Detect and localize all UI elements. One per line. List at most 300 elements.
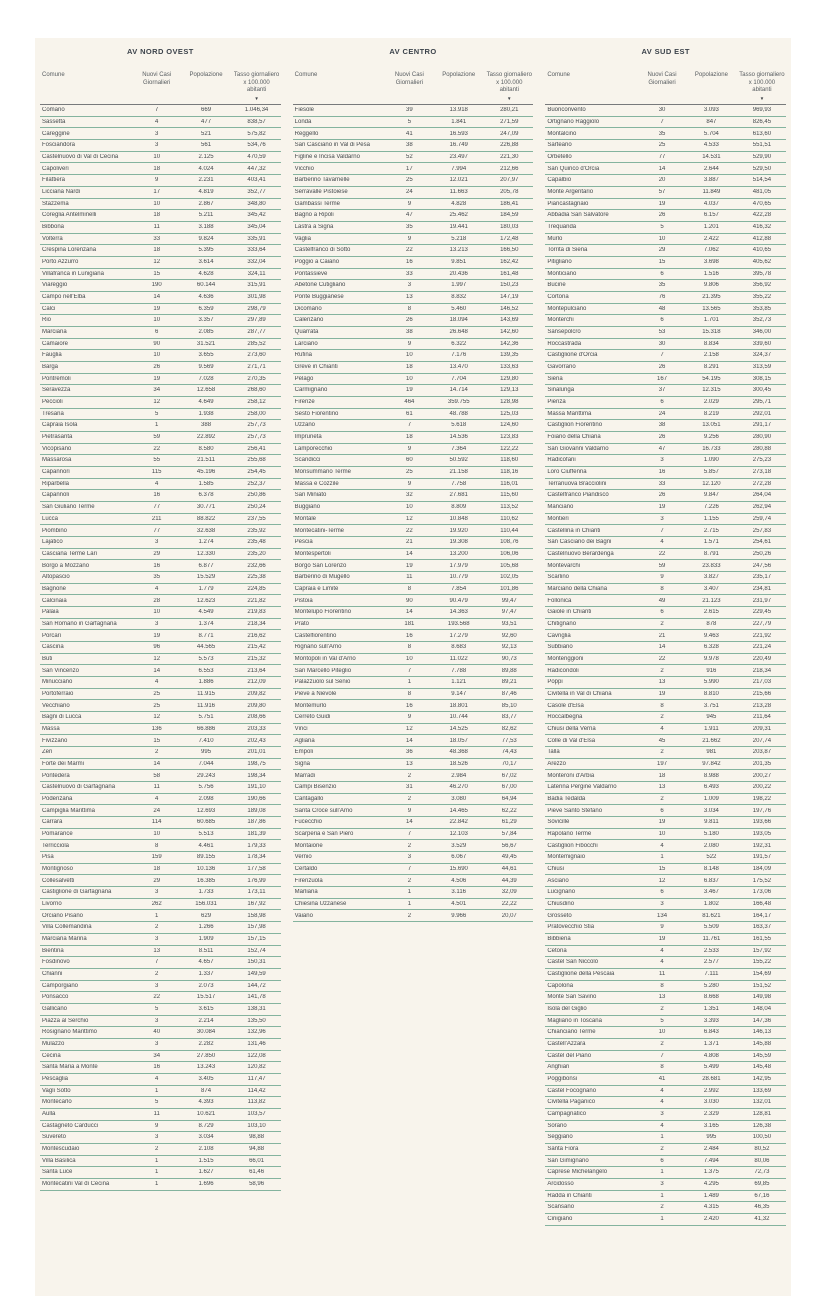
header-popolazione[interactable]: Popolazione	[442, 72, 476, 78]
comune-cell: Cantagallo	[294, 795, 324, 802]
comune-cell: Monteroni d'Arbia	[547, 772, 595, 779]
nuovi-casi-cell: 77	[658, 154, 666, 160]
popolazione-cell: 16.749	[449, 142, 468, 149]
table-row	[545, 362, 786, 374]
tasso-cell: 231,97	[752, 597, 772, 604]
comune-cell: Massa	[42, 725, 60, 732]
comune-cell: Cinigiano	[547, 1216, 573, 1223]
tasso-cell: 270,35	[247, 375, 266, 382]
popolazione-cell: 12.658	[196, 387, 216, 394]
tasso-cell: 126,38	[752, 1122, 772, 1129]
tasso-cell: 85,10	[501, 702, 517, 709]
comune-cell: Serravalle Pistoiese	[294, 189, 348, 196]
popolazione-cell: 8.988	[703, 772, 719, 779]
nuovi-casi-cell: 197	[657, 760, 668, 767]
comune-cell: Buti	[42, 655, 53, 662]
tasso-cell: 178,34	[247, 854, 266, 861]
popolazione-cell: 2.214	[198, 1017, 214, 1024]
table-row	[545, 689, 786, 701]
nuovi-casi-cell: 2	[660, 1204, 664, 1211]
nuovi-casi-cell: 30	[658, 107, 666, 114]
comune-cell: Sinalunga	[547, 387, 575, 394]
nuovi-casi-cell: 4	[660, 1122, 664, 1129]
table-row	[545, 385, 786, 397]
tasso-cell: 250,86	[247, 492, 266, 499]
nuovi-casi-cell: 36	[406, 749, 413, 756]
nuovi-casi-cell: 4	[155, 679, 159, 686]
nuovi-casi-cell: 4	[660, 947, 664, 954]
tasso-cell: 192,31	[752, 842, 772, 849]
nuovi-casi-cell: 1	[407, 679, 412, 686]
table-row	[545, 1109, 786, 1121]
nuovi-casi-cell: 37	[658, 387, 666, 394]
header-tasso[interactable]	[233, 72, 281, 101]
popolazione-cell: 874	[201, 1087, 212, 1094]
tasso-cell: 149,59	[247, 971, 266, 978]
nuovi-casi-cell: 59	[153, 434, 161, 441]
comune-cell: Cetona	[547, 947, 567, 954]
table-row	[40, 700, 281, 712]
popolazione-cell: 5.395	[198, 247, 214, 254]
table-row	[40, 910, 281, 922]
comune-cell: Vecchiano	[42, 702, 70, 709]
popolazione-cell: 3.615	[198, 1006, 214, 1013]
table-row	[545, 794, 786, 806]
tasso-cell: 150,23	[500, 282, 519, 289]
comune-cell: Castelfranco Piandiscò	[547, 492, 609, 499]
table-row	[40, 1051, 281, 1063]
popolazione-cell: 2.992	[703, 1087, 719, 1094]
nuovi-casi-cell: 2	[660, 667, 664, 674]
comune-cell: Massarosa	[42, 457, 72, 464]
table-row	[545, 163, 786, 175]
table-row	[545, 619, 786, 631]
table-row	[40, 595, 281, 607]
comune-cell: Bucine	[547, 282, 566, 289]
table-row	[293, 735, 534, 747]
header-nuovi-casi[interactable]: Nuovi Casi Giornalieri	[647, 72, 677, 86]
nuovi-casi-cell: 16	[406, 632, 413, 639]
nuovi-casi-cell: 12	[406, 515, 413, 522]
comune-cell: Calcinaia	[42, 597, 67, 604]
table-row	[40, 630, 281, 642]
popolazione-cell: 14.714	[449, 387, 468, 394]
comune-cell: San Giovanni Valdarno	[547, 445, 609, 452]
tasso-cell: 142,60	[500, 329, 519, 336]
table-row	[40, 747, 281, 759]
tasso-cell: 447,32	[247, 165, 266, 172]
popolazione-cell: 44.565	[196, 644, 216, 651]
popolazione-cell: 48.368	[449, 749, 468, 756]
comune-cell: Casole d'Elsa	[547, 702, 584, 709]
tasso-cell: 217,03	[752, 679, 772, 686]
nuovi-casi-cell: 13	[658, 784, 666, 791]
table-header-row	[293, 72, 534, 105]
popolazione-cell: 3.034	[703, 807, 719, 814]
popolazione-cell: 28.681	[702, 1076, 721, 1083]
comune-cell: Capraia e Limite	[294, 585, 339, 592]
tasso-cell: 67,16	[754, 1192, 770, 1199]
nuovi-casi-cell: 7	[660, 1052, 664, 1059]
tasso-cell: 209,80	[247, 702, 266, 709]
nuovi-casi-cell: 58	[153, 772, 161, 779]
tasso-cell: 257,73	[247, 434, 266, 441]
comune-cell: Abbadia San Salvatore	[547, 212, 609, 219]
comune-cell: San Giuliano Terme	[42, 504, 95, 511]
comune-cell: Rignano sull'Arno	[294, 644, 342, 651]
popolazione-cell: 1.909	[198, 936, 214, 943]
tasso-cell: 142,95	[752, 1076, 772, 1083]
table-row	[545, 724, 786, 736]
tasso-cell: 470,65	[752, 200, 772, 207]
nuovi-casi-cell: 16	[406, 702, 413, 709]
comune-cell: Palaia	[42, 609, 59, 616]
comune-cell: Murlo	[547, 235, 563, 242]
table-row	[293, 327, 534, 339]
nuovi-casi-cell: 4	[155, 118, 159, 125]
popolazione-cell: 11.916	[197, 702, 215, 709]
tasso-cell: 89,88	[501, 667, 517, 674]
table-row	[545, 957, 786, 969]
table-row	[40, 327, 281, 339]
table-row	[40, 782, 281, 794]
comune-cell: Sansepolcro	[547, 329, 581, 336]
comune-cell: Fiesole	[294, 107, 315, 114]
nuovi-casi-cell: 8	[407, 644, 412, 651]
popolazione-cell: 847	[706, 118, 717, 125]
nuovi-casi-cell: 3	[155, 1134, 159, 1141]
popolazione-cell: 14.531	[702, 154, 721, 160]
table-row	[40, 829, 281, 841]
comune-cell: Cavriglia	[547, 632, 571, 639]
popolazione-cell: 2.422	[703, 235, 719, 242]
popolazione-cell: 48.788	[449, 410, 468, 417]
comune-cell: Impruneta	[294, 434, 322, 441]
comune-cell: Fucecchio	[294, 819, 323, 826]
tasso-cell: 412,88	[752, 235, 772, 242]
comune-cell: Barga	[42, 364, 59, 371]
popolazione-cell: 19.920	[449, 527, 468, 534]
nuovi-casi-cell: 10	[153, 317, 161, 324]
popolazione-cell: 22.842	[449, 819, 468, 826]
table-row	[545, 1214, 786, 1226]
tasso-cell: 235,48	[247, 539, 266, 546]
comune-cell: Borgo San Lorenzo	[294, 562, 347, 569]
table-row	[545, 549, 786, 561]
comune-cell: Grosseto	[547, 912, 572, 919]
comune-cell: Scarperia e San Piero	[294, 830, 354, 837]
popolazione-cell: 31.521	[196, 340, 216, 347]
tasso-cell: 348,80	[247, 200, 266, 207]
popolazione-cell: 3.034	[198, 1134, 214, 1141]
sort-descending-icon[interactable]: ▼	[254, 95, 259, 101]
popolazione-cell: 16.593	[449, 130, 468, 137]
popolazione-cell: 19.308	[449, 539, 468, 546]
table-row	[40, 654, 281, 666]
comune-cell: Castel del Piano	[547, 1052, 592, 1059]
nuovi-casi-cell: 18	[153, 247, 161, 254]
table-row	[40, 665, 281, 677]
table-row	[545, 117, 786, 129]
table-row	[40, 922, 281, 934]
nuovi-casi-cell: 49	[658, 597, 666, 604]
table-row	[40, 1062, 281, 1074]
popolazione-cell: 12.693	[196, 807, 216, 814]
header-tasso[interactable]	[485, 72, 533, 101]
tasso-cell: 247,56	[752, 562, 772, 569]
tasso-cell: 93,51	[501, 620, 517, 627]
tasso-cell: 285,52	[247, 340, 266, 347]
nuovi-casi-cell: 167	[657, 375, 668, 382]
table-row	[545, 467, 786, 479]
tasso-cell: 145,59	[752, 1052, 772, 1059]
tasso-cell: 227,79	[752, 620, 772, 627]
popolazione-cell: 15.529	[196, 574, 216, 581]
popolazione-cell: 14.525	[449, 725, 468, 732]
popolazione-cell: 916	[706, 667, 717, 674]
popolazione-cell: 561	[201, 142, 212, 149]
tasso-cell: 80,06	[754, 1157, 770, 1164]
comune-cell: San Gimignano	[547, 1157, 589, 1164]
tasso-cell: 87,46	[501, 690, 517, 697]
comune-cell: Bibbiena	[547, 936, 571, 943]
nuovi-casi-cell: 3	[407, 282, 412, 289]
table-row	[293, 525, 534, 537]
comune-cell: Torrita di Siena	[547, 247, 588, 254]
comune-cell: Mulazzo	[42, 1041, 65, 1048]
comune-cell: Ponsacco	[42, 994, 69, 1001]
comune-cell: Castagneto Carducci	[42, 1122, 99, 1129]
comune-cell: Forte dei Marmi	[42, 760, 85, 767]
tasso-cell: 273,18	[752, 469, 772, 476]
popolazione-cell: 1.090	[703, 457, 719, 464]
popolazione-cell: 11.849	[702, 189, 721, 196]
popolazione-cell: 2.484	[703, 1146, 719, 1153]
popolazione-cell: 6.877	[198, 562, 214, 569]
table-row	[40, 642, 281, 654]
table-row	[293, 187, 534, 199]
table-row	[545, 1202, 786, 1214]
header-comune[interactable]: Comune	[547, 72, 571, 78]
table-row	[40, 1167, 281, 1179]
popolazione-cell: 10.621	[196, 1111, 216, 1118]
tasso-cell: 345,42	[247, 212, 266, 219]
nuovi-casi-cell: 18	[406, 364, 413, 371]
comune-cell: Gavorrano	[547, 364, 576, 371]
nuovi-casi-cell: 6	[660, 609, 664, 616]
comune-cell: Poggibonsi	[547, 1076, 578, 1083]
nuovi-casi-cell: 34	[153, 387, 161, 394]
popolazione-cell: 12.120	[702, 480, 721, 487]
tasso-cell: 157,15	[247, 936, 266, 943]
sort-descending-icon[interactable]: ▼	[759, 95, 765, 101]
tasso-cell: 255,68	[247, 457, 266, 464]
nuovi-casi-cell: 10	[658, 1029, 666, 1036]
popolazione-cell: 1.274	[198, 539, 214, 546]
popolazione-cell: 8.668	[703, 994, 719, 1001]
popolazione-cell: 30.084	[196, 1029, 216, 1036]
table-row	[545, 759, 786, 771]
popolazione-cell: 6.328	[703, 644, 719, 651]
nuovi-casi-cell: 3	[155, 982, 159, 989]
nuovi-casi-cell: 25	[153, 702, 161, 709]
table-row	[293, 455, 534, 467]
popolazione-cell: 2.073	[198, 982, 214, 989]
tasso-cell: 313,59	[752, 364, 772, 371]
comune-cell: Porcari	[42, 632, 62, 639]
table-row	[40, 1179, 281, 1191]
popolazione-cell: 2.715	[703, 527, 719, 534]
nuovi-casi-cell: 3	[155, 1017, 159, 1024]
tasso-cell: 186,41	[500, 200, 519, 207]
popolazione-cell: 2.085	[198, 329, 214, 336]
popolazione-cell: 13.200	[449, 550, 468, 557]
table-row	[545, 140, 786, 152]
table-row	[545, 595, 786, 607]
table-row	[40, 420, 281, 432]
comune-cell: Arcidosso	[547, 1181, 574, 1188]
popolazione-cell: 6.359	[198, 305, 214, 312]
nuovi-casi-cell: 9	[660, 924, 664, 931]
tasso-cell: 181,39	[247, 830, 266, 837]
tasso-cell: 49,45	[501, 854, 517, 861]
tasso-cell: 201,01	[247, 749, 266, 756]
header-comune[interactable]: Comune	[42, 72, 65, 78]
tasso-cell: 356,92	[752, 282, 772, 289]
header-popolazione[interactable]: Popolazione	[189, 72, 223, 78]
popolazione-cell: 7.410	[198, 737, 214, 744]
comune-cell: Coreglia Antelminelli	[42, 212, 97, 219]
table-row	[293, 782, 534, 794]
comune-cell: Rio	[42, 317, 52, 324]
tasso-cell: 969,93	[752, 107, 772, 114]
nuovi-casi-cell: 13	[658, 679, 666, 686]
nuovi-casi-cell: 114	[151, 819, 162, 826]
tasso-cell: 144,72	[247, 982, 266, 989]
table-row	[293, 514, 534, 526]
tasso-cell: 221,92	[752, 632, 772, 639]
comune-cell: Dicomano	[294, 305, 322, 312]
popolazione-cell: 9.851	[451, 259, 467, 266]
tasso-cell: 103,57	[247, 1111, 266, 1118]
tasso-cell: 173,11	[247, 889, 266, 896]
comune-cell: Uzzano	[294, 422, 316, 429]
comune-cell: Piombino	[42, 527, 68, 534]
comune-cell: Barberino Tavarnelle	[294, 177, 350, 184]
nuovi-casi-cell: 9	[407, 445, 412, 452]
nuovi-casi-cell: 33	[406, 270, 413, 277]
header-nuovi-casi[interactable]: Nuovi Casi Giornalieri	[394, 72, 424, 86]
popolazione-cell: 7.788	[451, 667, 467, 674]
nuovi-casi-cell: 190	[151, 282, 162, 289]
table-row	[545, 770, 786, 782]
comune-cell: Orbetello	[547, 154, 572, 160]
header-comune[interactable]: Comune	[294, 72, 318, 78]
tasso-cell: 220,49	[752, 655, 772, 662]
popolazione-cell: 5.573	[198, 655, 214, 662]
nuovi-casi-cell: 59	[658, 562, 666, 569]
comune-cell: Santa Croce sull'Arno	[294, 807, 353, 814]
table-row	[40, 315, 281, 327]
nuovi-casi-cell: 1	[660, 854, 664, 861]
popolazione-cell: 995	[706, 1134, 717, 1141]
table-row	[293, 152, 534, 164]
comune-cell: Montale	[294, 515, 317, 522]
tasso-cell: 345,04	[247, 224, 266, 231]
table-row	[293, 700, 534, 712]
nuovi-casi-cell: 22	[153, 445, 161, 452]
comune-cell: Chiusi della Verna	[547, 725, 596, 732]
table-row	[40, 444, 281, 456]
table-row	[40, 339, 281, 351]
nuovi-casi-cell: 1	[155, 1087, 159, 1094]
comune-cell: Zeri	[42, 749, 53, 756]
popolazione-cell: 1.938	[198, 410, 214, 417]
tasso-cell: 256,41	[247, 445, 266, 452]
comune-cell: Cerreto Guidi	[294, 714, 331, 721]
tasso-cell: 403,41	[247, 177, 266, 184]
table-row	[293, 280, 534, 292]
table-row	[293, 105, 534, 117]
popolazione-cell: 2.984	[451, 772, 467, 779]
nuovi-casi-cell: 211	[151, 515, 162, 522]
nuovi-casi-cell: 4	[660, 539, 664, 546]
table-row	[545, 1051, 786, 1063]
popolazione-cell: 1.733	[198, 889, 214, 896]
header-nuovi-casi[interactable]: Nuovi Casi Giornalieri	[142, 72, 172, 86]
tasso-cell: 58,96	[249, 1181, 265, 1188]
nuovi-casi-cell: 8	[660, 585, 664, 592]
table-row	[40, 362, 281, 374]
popolazione-cell: 3.116	[451, 889, 466, 896]
comune-cell: Asciano	[547, 877, 569, 884]
comune-cell: Vicchio	[294, 165, 314, 172]
table-row	[293, 560, 534, 572]
nuovi-casi-cell: 13	[153, 947, 161, 954]
table-row	[293, 339, 534, 351]
popolazione-cell: 8.809	[451, 504, 467, 511]
comune-cell: Manciano	[547, 504, 574, 511]
popolazione-cell: 4.819	[198, 189, 214, 196]
tasso-cell: 62,22	[501, 807, 517, 814]
table-row	[40, 1027, 281, 1039]
nuovi-casi-cell: 3	[155, 142, 159, 149]
comune-cell: Pontassieve	[294, 270, 328, 277]
comune-cell: Reggello	[294, 130, 319, 137]
header-tasso[interactable]	[738, 72, 786, 101]
sort-descending-icon[interactable]: ▼	[507, 95, 512, 101]
tasso-cell: 219,83	[247, 609, 266, 616]
table-row	[293, 712, 534, 724]
comune-cell: Poppi	[547, 679, 563, 686]
popolazione-cell: 12.330	[196, 550, 216, 557]
comune-cell: Chiusdino	[547, 901, 575, 907]
comune-cell: Empoli	[294, 749, 314, 756]
popolazione-cell: 23.497	[449, 154, 468, 160]
comune-cell: Firenze	[294, 399, 315, 406]
tasso-cell: 335,91	[247, 235, 266, 242]
nuovi-casi-cell: 181	[404, 620, 415, 627]
tasso-cell: 176,99	[247, 877, 266, 884]
header-popolazione[interactable]: Popolazione	[694, 72, 728, 78]
tasso-cell: 324,11	[247, 270, 266, 277]
table-row	[40, 537, 281, 549]
nuovi-casi-cell: 2	[660, 620, 664, 627]
popolazione-cell: 7.044	[198, 760, 214, 767]
popolazione-cell: 8.834	[703, 340, 719, 347]
comune-cell: Podenzana	[42, 795, 73, 802]
table-row	[293, 222, 534, 234]
